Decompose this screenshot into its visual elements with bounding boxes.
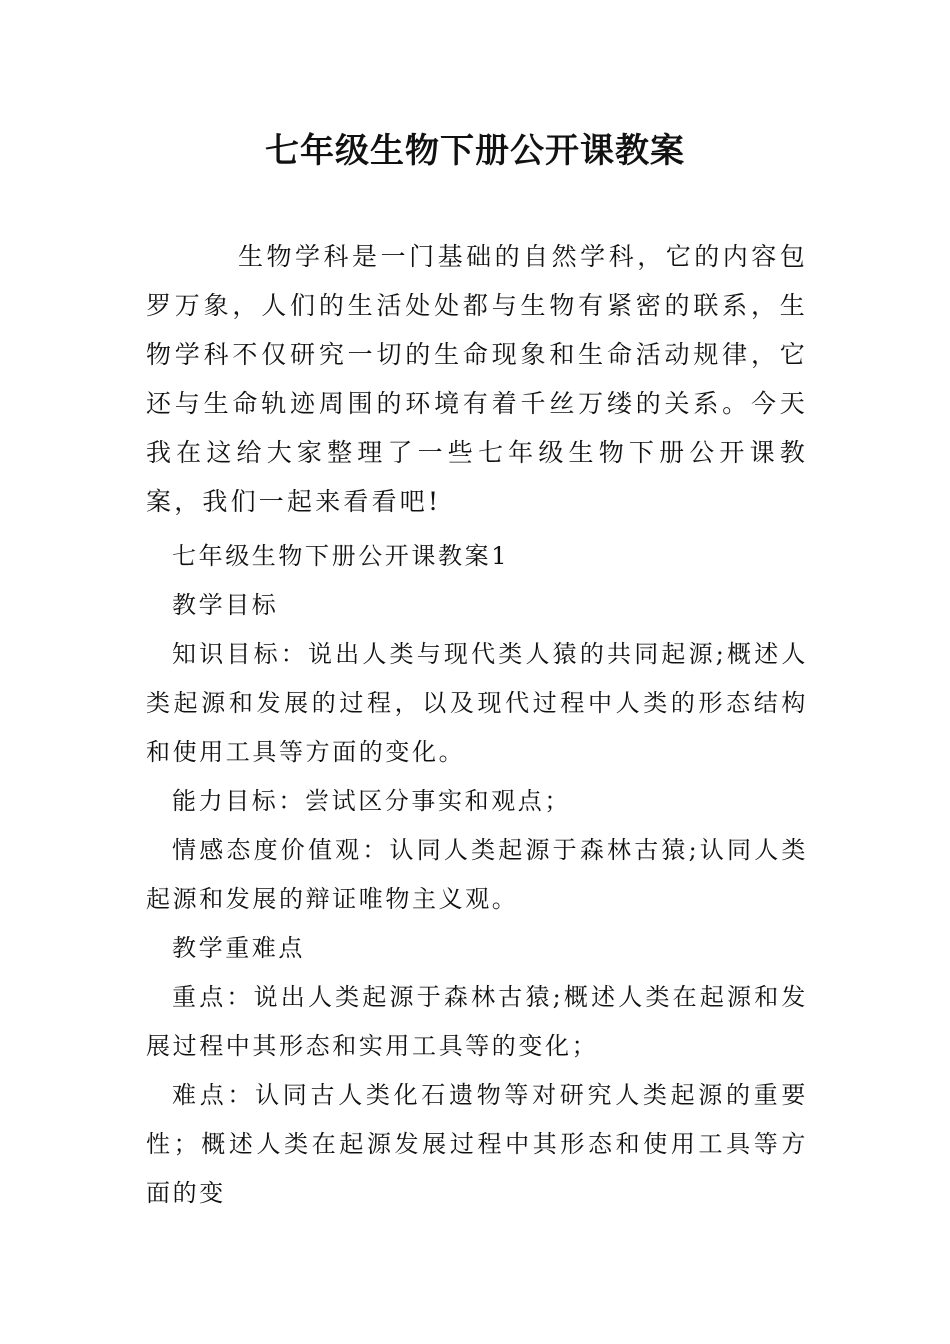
lesson-plan-section: [146, 532, 808, 1218]
key-point-paragraph: 重点：说出人类起源于森林古猿;概述人类在起源和发展过程中其形态和实用工具等的变化；: [146, 983, 808, 1060]
difficult-point-paragraph: 难点：认同古人类化石遗物等对研究人类起源的重要性；概述人类在起源发展过程中其形态和使用工具等方面的变: [146, 1081, 808, 1207]
ability-goal-paragraph: 能力目标：尝试区分事实和观点；: [172, 787, 571, 815]
section-heading: 七年级生物下册公开课教案1: [172, 542, 510, 570]
intro-paragraph: 生物学科是一门基础的自然学科，它的内容包罗万象，人们的生活处处都与生物有紧密的联系，生物学科不仅研究一切的生命现象和生命活动规律，它还与生命轨迹周围的环境有着千丝万缕的关系。今天我在这给大家整理了一些七年级生物下册公开课教案，我们一起来看看吧!: [146, 242, 808, 516]
emotion-goal-paragraph: 情感态度价值观：认同人类起源于森林古猿;认同人类起源和发展的辩证唯物主义观。: [146, 836, 808, 913]
key-points-heading: 教学重难点: [172, 934, 305, 962]
knowledge-goal-paragraph: 知识目标：说出人类与现代类人猿的共同起源;概述人类起源和发展的过程，以及现代过程中人类的形态结构和使用工具等方面的变化。: [146, 640, 808, 766]
document-title: 七年级生物下册公开课教案: [265, 131, 685, 171]
teaching-goals-heading: 教学目标: [172, 591, 279, 619]
